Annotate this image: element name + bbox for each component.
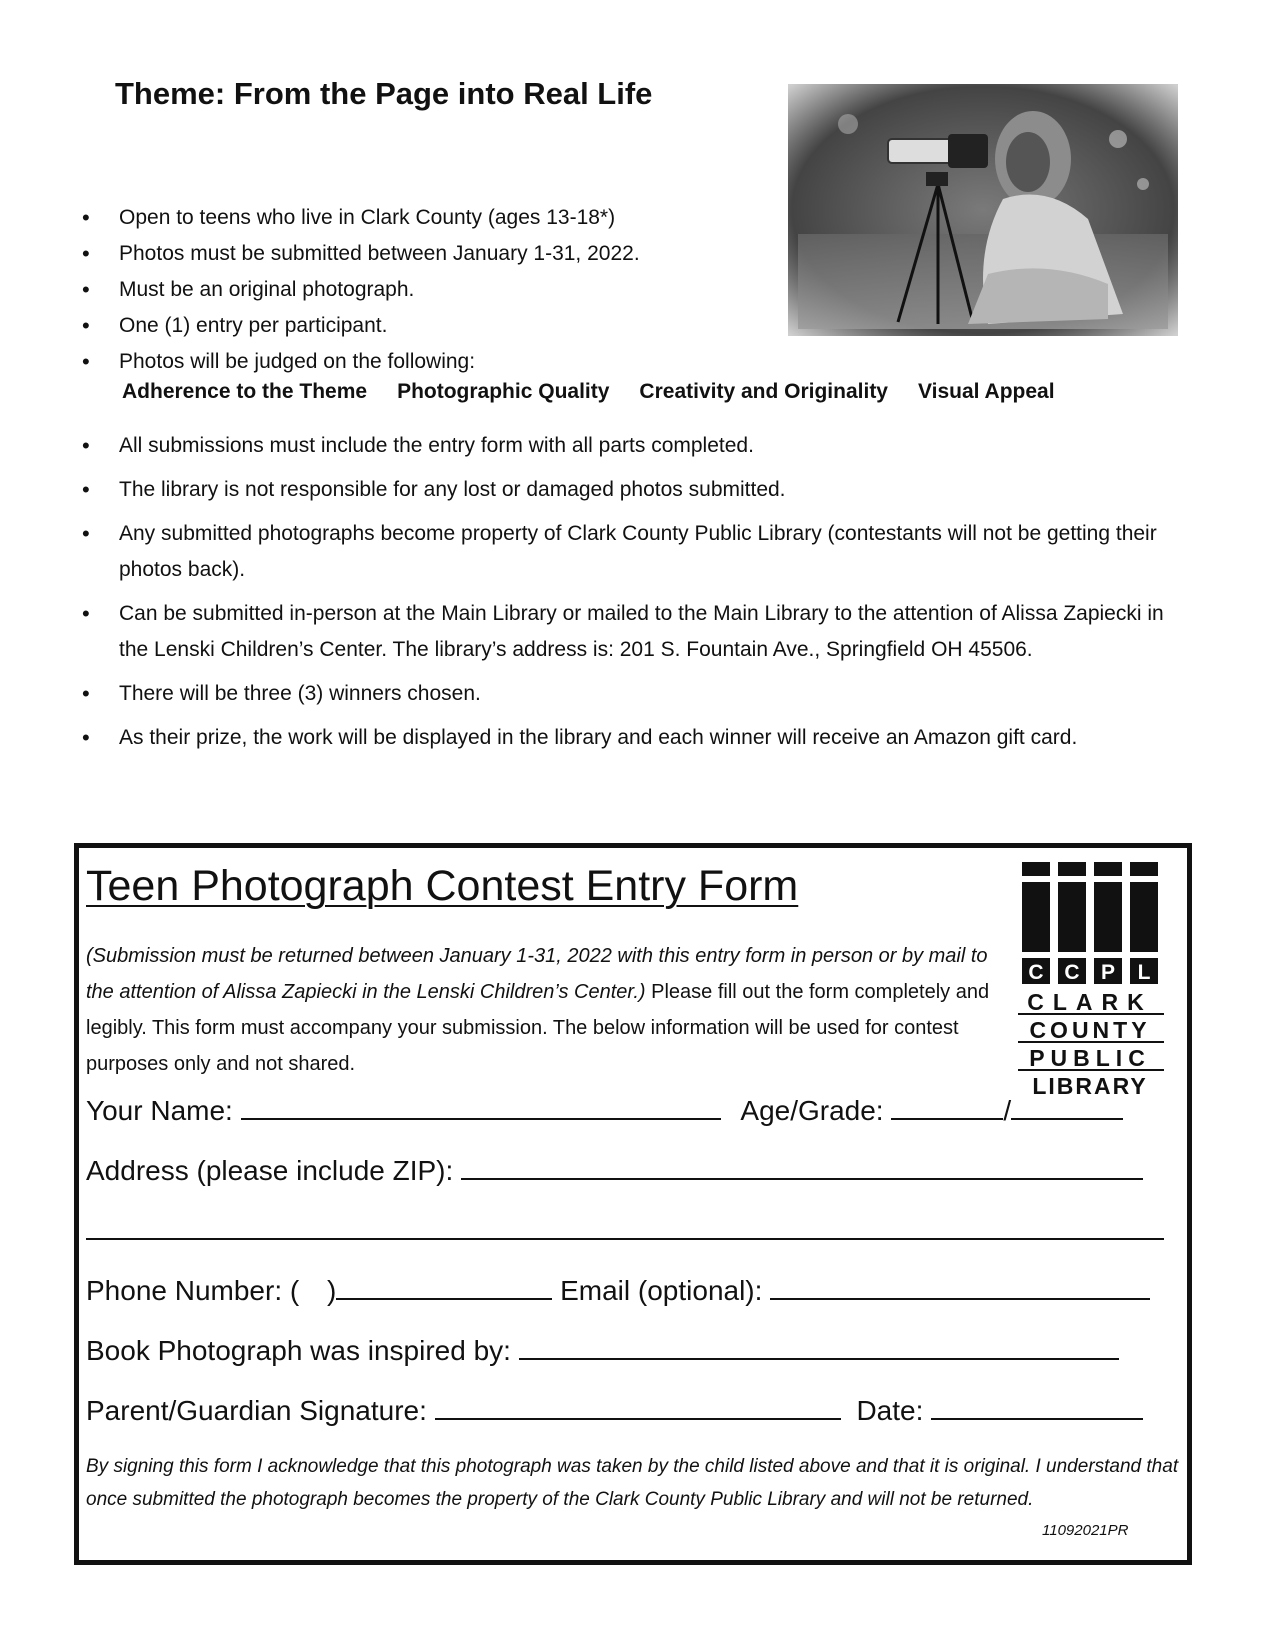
- rule-item: • Photos must be submitted between January 1-31, 2022.: [80, 236, 1190, 272]
- rule-item: • The library is not responsible for any lost or damaged photos submitted.: [80, 472, 1190, 508]
- name-row: [86, 1094, 1123, 1127]
- date-label: Date:: [856, 1395, 924, 1426]
- phone-label: Phone Number: (: [86, 1275, 300, 1306]
- address-field-line-2[interactable]: [86, 1214, 1164, 1240]
- book-label: Book Photograph was inspired by:: [86, 1335, 511, 1366]
- name-label: Your Name:: [86, 1095, 233, 1126]
- signature-field[interactable]: [435, 1394, 841, 1420]
- rule-item: • Can be submitted in-person at the Main Library or mailed to the Main Library to the attention of Alissa Zapiecki in the Lenski Children’s Center. The library’s address is: 201 S. Fountain Ave., Springfield OH 45506.: [80, 596, 1190, 668]
- form-code: 11092021PR: [1042, 1522, 1129, 1539]
- rule-item: • One (1) entry per participant.: [80, 308, 1190, 344]
- date-field[interactable]: [931, 1394, 1143, 1420]
- instructions-text: Please fill out the form completely and legibly. This form must accompany your submission. The below information will be used for contest purposes only and not shared.: [86, 981, 990, 1075]
- instructions-italic: (Submission must be returned between January 1-31, 2022 with this entry form in person or by mail to the attention of Alissa Zapiecki in the Lenski Children’s Center.): [86, 945, 988, 1003]
- email-field[interactable]: [770, 1274, 1150, 1300]
- rule-item: • As their prize, the work will be displayed in the library and each winner will receive an Amazon gift card.: [80, 720, 1190, 756]
- signature-label: Parent/Guardian Signature:: [86, 1395, 427, 1426]
- phone-paren: ): [327, 1275, 337, 1306]
- address-field[interactable]: [461, 1154, 1143, 1180]
- age-label: Age/Grade:: [740, 1095, 884, 1126]
- rule-item: • Must be an original photograph.: [80, 272, 1190, 308]
- phone-row: [86, 1274, 1150, 1307]
- form-instructions: [86, 938, 1016, 1082]
- rule-item: • Photos will be judged on the following:: [80, 344, 1190, 380]
- rules-list-top: [80, 200, 1190, 380]
- age-separator: /: [1003, 1095, 1012, 1126]
- form-title: Teen Photograph Contest Entry Form: [86, 862, 799, 910]
- criterion: Creativity and Originality: [639, 380, 888, 403]
- criterion: Adherence to the Theme: [122, 380, 368, 403]
- judging-criteria: [122, 380, 1085, 404]
- acknowledgement: By signing this form I acknowledge that this photograph was taken by the child listed above and that it is original. I understand that once submitted the photograph becomes the property of the Clark County Public Library and will not be returned.: [86, 1456, 1179, 1510]
- name-field[interactable]: [241, 1094, 721, 1120]
- theme-title: Theme: From the Page into Real Life: [115, 76, 653, 111]
- logo-letter: C: [1064, 961, 1080, 984]
- age-field[interactable]: [891, 1094, 1003, 1120]
- address-row-2: [86, 1214, 1164, 1247]
- logo-text: CLARK: [1027, 989, 1153, 1015]
- logo-text: PUBLIC: [1029, 1045, 1151, 1071]
- book-field[interactable]: [519, 1334, 1119, 1360]
- logo-text: COUNTY: [1029, 1017, 1151, 1043]
- rules-list-bottom: [80, 428, 1190, 764]
- address-label: Address (please include ZIP):: [86, 1155, 454, 1186]
- rule-item: • All submissions must include the entry form with all parts completed.: [80, 428, 1190, 464]
- criterion: Photographic Quality: [397, 380, 610, 403]
- grade-field[interactable]: [1011, 1094, 1123, 1120]
- rule-item: • Open to teens who live in Clark County (ages 13-18*): [80, 200, 1190, 236]
- ccpl-logo: [1018, 862, 1164, 1099]
- phone-field[interactable]: [336, 1274, 552, 1300]
- signature-row: [86, 1394, 1143, 1427]
- logo-letter: L: [1137, 961, 1151, 984]
- logo-letter: C: [1028, 961, 1044, 984]
- criterion: Visual Appeal: [918, 380, 1055, 403]
- book-row: [86, 1334, 1119, 1367]
- rule-item: • There will be three (3) winners chosen.: [80, 676, 1190, 712]
- email-label: Email (optional):: [560, 1275, 763, 1306]
- logo-letter: P: [1100, 961, 1116, 984]
- rule-item: • Any submitted photographs become property of Clark County Public Library (contestants will not be getting their photos back).: [80, 516, 1190, 588]
- address-row: [86, 1154, 1143, 1187]
- logo-text: LIBRARY: [1032, 1073, 1148, 1099]
